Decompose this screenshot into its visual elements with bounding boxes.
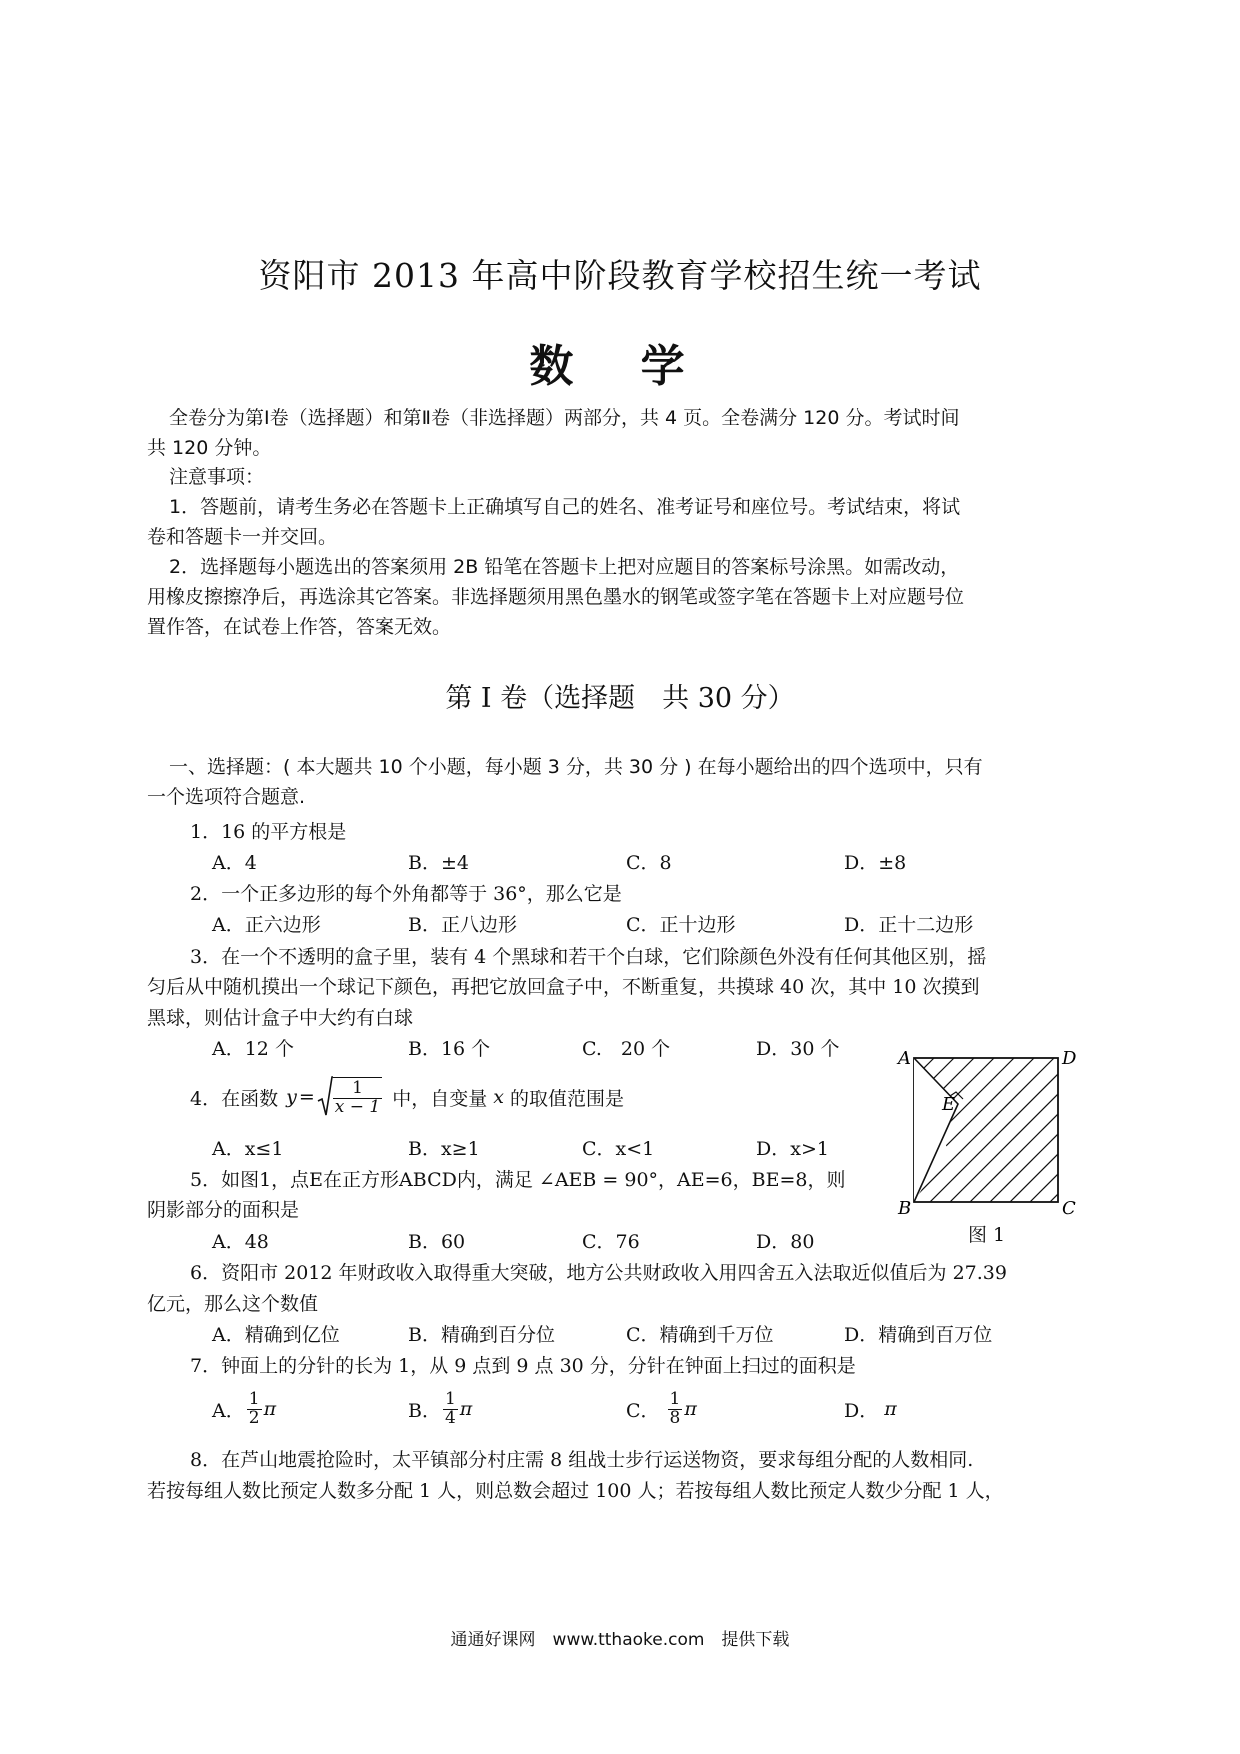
q1-stem: 1．16 的平方根是: [190, 821, 347, 843]
q7-option-a-num: 1: [248, 1388, 260, 1409]
section-title: 第 Ⅰ 卷（选择题 共 30 分）: [445, 683, 795, 714]
q3-stem-line-3: 黑球，则估计盒子中大约有白球: [147, 1007, 414, 1029]
q6-option-c: C．精确到千万位: [626, 1324, 774, 1346]
q7-option-a-den: 2: [248, 1407, 260, 1428]
exam-title: 资阳市 2013 年高中阶段教育学校招生统一考试: [258, 256, 982, 295]
q7-option-b-num: 1: [444, 1388, 456, 1409]
q2-stem: 2．一个正多边形的每个外角都等于 36°，那么它是: [190, 883, 622, 905]
q7-option-c-num: 1: [669, 1388, 681, 1409]
q1-option-a: A．4: [212, 852, 257, 874]
q8-stem-line-2: 若按每组人数比预定人数多分配 1 人，则总数会超过 100 人；若按每组人数比预定人数少分配 1 人，: [147, 1480, 1004, 1502]
page-footer: 通通好课网 www.tthaoke.com 提供下载: [450, 1630, 790, 1650]
q1-option-c: C．8: [626, 852, 672, 874]
q7-option-a: [212, 1385, 276, 1433]
sqrt-icon: [317, 1075, 333, 1119]
q4-fraction: [333, 1077, 382, 1117]
q5-option-b: B．60: [408, 1231, 466, 1253]
q7-option-b-den: 4: [444, 1407, 456, 1428]
q4-option-c: C．x<1: [582, 1138, 655, 1160]
q2-option-d: D．正十二边形: [844, 914, 974, 936]
intro-line-2: 共 120 分钟。: [147, 437, 272, 459]
note-1-line-1: 1．答题前，请考生务必在答题卡上正确填写自己的姓名、准考证号和座位号。考试结束，将试: [169, 496, 961, 518]
note-2-line-2: 用橡皮擦擦净后，再选涂其它答案。非选择题须用黑色墨水的钢笔或签字笔在答题卡上对应题号位: [147, 586, 965, 608]
q7-option-c-pi: π: [684, 1398, 697, 1420]
q3-option-c: C. 20 个: [582, 1038, 671, 1060]
figure-1-label-b: B: [898, 1198, 912, 1219]
q3-option-a: A．12 个: [212, 1038, 294, 1060]
q7-option-b-label: B．: [408, 1399, 441, 1422]
note-1-line-2: 卷和答题卡一并交回。: [147, 526, 338, 548]
part1-heading-line-2: 一个选项符合题意.: [147, 786, 306, 808]
q3-stem-line-2: 匀后从中随机摸出一个球记下颜色，再把它放回盒子中，不断重复，共摸球 40 次，其中 10 次摸到: [147, 976, 980, 998]
q5-option-d: D．80: [756, 1231, 815, 1253]
q3-stem-line-1: 3．在一个不透明的盒子里，装有 4 个黑球和若干个白球，它们除颜色外没有任何其他区别，摇: [190, 946, 987, 968]
q4-eq: =: [298, 1086, 315, 1108]
q2-option-a: A．正六边形: [212, 914, 321, 936]
q3-option-d: D．30 个: [756, 1038, 840, 1060]
q7-option-d: [844, 1385, 897, 1433]
figure-1-label-c: C: [1062, 1198, 1076, 1219]
q7-option-c: [626, 1385, 697, 1433]
figure-1-label-d: D: [1062, 1048, 1077, 1069]
q6-option-d: D．精确到百万位: [844, 1324, 993, 1346]
q6-stem-line-2: 亿元，那么这个数值: [147, 1293, 319, 1315]
q4-stem: [190, 1075, 624, 1119]
q7-option-c-den: 8: [669, 1407, 681, 1428]
q7-option-b-pi: π: [459, 1398, 473, 1420]
intro-line-1: 全卷分为第Ⅰ卷（选择题）和第Ⅱ卷（非选择题）两部分，共 4 页。全卷满分 120 分。考试时间: [169, 407, 960, 429]
q7-option-a-fraction: [247, 1388, 262, 1428]
q1-option-d: D．±8: [844, 852, 907, 874]
q7-option-c-fraction: [668, 1388, 683, 1428]
q7-option-a-label: A．: [212, 1399, 245, 1422]
q5-stem-line-2: 阴影部分的面积是: [147, 1199, 300, 1221]
q7-option-d-label: D．: [844, 1399, 879, 1422]
q5-option-c: C．76: [582, 1231, 640, 1253]
q4-option-b: B．x≥1: [408, 1138, 480, 1160]
q4-stem-pre: 4．在函数: [190, 1087, 279, 1110]
notes-heading: 注意事项：: [169, 466, 265, 488]
q4-y: y: [286, 1086, 297, 1108]
q6-option-b: B．精确到百分位: [408, 1324, 555, 1346]
figure-1-caption: 图 1: [968, 1224, 1006, 1246]
q7-option-d-pi: π: [884, 1398, 897, 1420]
note-2-line-3: 置作答，在试卷上作答，答案无效。: [147, 616, 452, 638]
subject-title: 数 学: [529, 341, 711, 392]
q7-option-c-label: C．: [626, 1399, 660, 1422]
q2-option-b: B．正八边形: [408, 914, 517, 936]
note-2-line-1: 2．选择题每小题选出的答案须用 2B 铅笔在答题卡上把对应题目的答案标号涂黑。如需改动，: [169, 556, 960, 578]
q6-option-a: A．精确到亿位: [212, 1324, 340, 1346]
q8-stem-line-1: 8．在芦山地震抢险时，太平镇部分村庄需 8 组战士步行运送物资，要求每组分配的人数相同.: [190, 1449, 974, 1471]
q3-option-b: B．16 个: [408, 1038, 491, 1060]
q7-stem: 7．钟面上的分针的长为 1，从 9 点到 9 点 30 分，分针在钟面上扫过的面积是: [190, 1355, 856, 1377]
q4-fraction-num: 1: [333, 1080, 382, 1099]
q4-x: x: [493, 1086, 504, 1108]
q5-option-a: A．48: [212, 1231, 269, 1253]
figure-1-label-e: E: [942, 1094, 956, 1115]
q4-fraction-den: x − 1: [334, 1097, 381, 1117]
q4-stem-end: 的取值范围是: [509, 1087, 624, 1110]
figure-1-square-diagram: [892, 1048, 1082, 1248]
q4-option-d: D．x>1: [756, 1138, 829, 1160]
q4-option-a: A．x≤1: [212, 1138, 284, 1160]
part1-heading-line-1: 一、选择题：( 本大题共 10 个小题，每小题 3 分，共 30 分 ) 在每小题给出的四个选项中，只有: [169, 756, 983, 778]
q5-stem-line-1: 5．如图1，点E在正方形ABCD内，满足 ∠AEB = 90°，AE=6，BE=8，则: [190, 1169, 846, 1191]
q7-option-b-fraction: [443, 1388, 458, 1428]
q7-option-b: [408, 1385, 472, 1433]
figure-1-label-a: A: [898, 1048, 911, 1069]
q2-option-c: C．正十边形: [626, 914, 736, 936]
q1-option-b: B．±4: [408, 852, 469, 874]
q4-stem-post: 中，自变量: [392, 1087, 488, 1110]
q6-stem-line-1: 6．资阳市 2012 年财政收入取得重大突破，地方公共财政收入用四舍五入法取近似值后为 27.39: [190, 1262, 1007, 1284]
q7-option-a-pi: π: [263, 1398, 277, 1420]
